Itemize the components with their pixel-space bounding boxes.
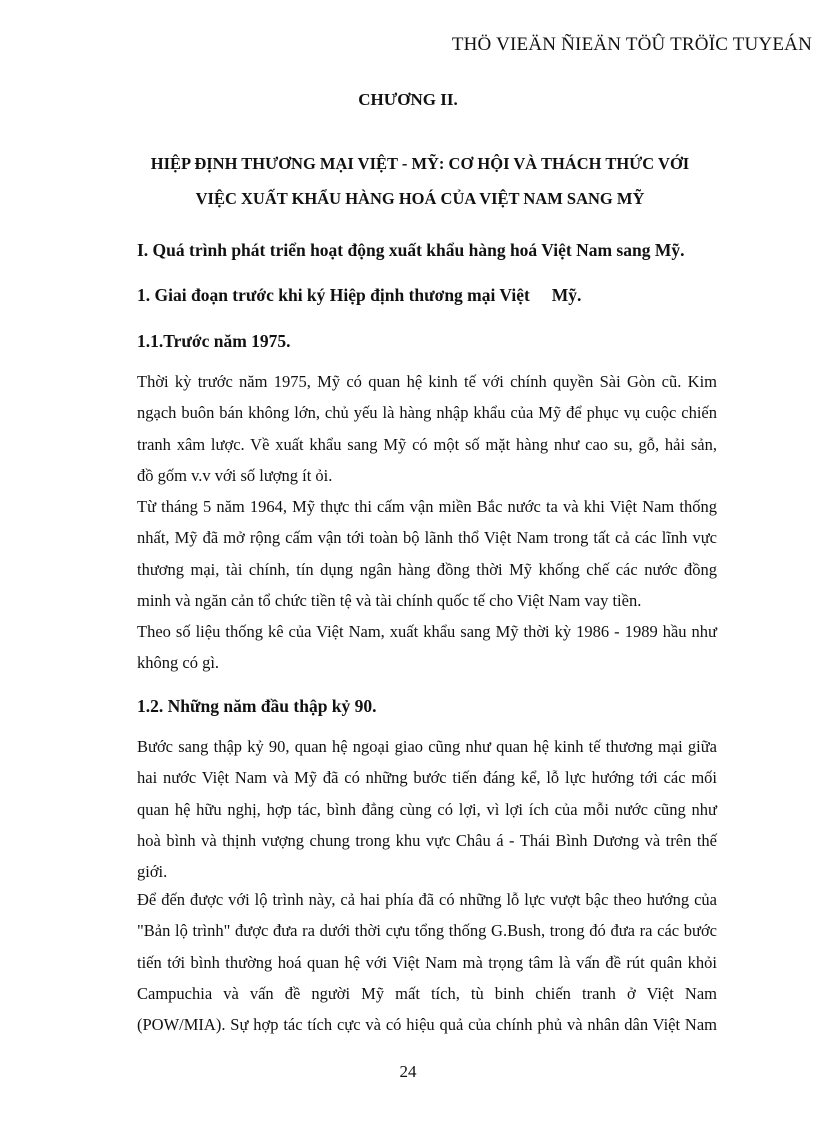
text-line: Campuchia và vấn đề người Mỹ mất tích, tù binh chiến tranh ở Việt Nam [137,983,717,1003]
chapter-title [120,146,720,216]
text-line: Bước sang thập kỷ 90, quan hệ ngoại giao cũng như quan hệ kinh tế thương mại giữa [137,737,717,756]
chapter-label: CHƯƠNG II. [358,90,458,109]
text-line: Để đến được với lộ trình này, cả hai phía đã có những lỗ lực vượt bậc theo hướng của [137,890,717,909]
text-line: thương mại, tài chính, tín dụng ngân hàng đồng thời Mỹ khống chế các nước đồng [137,559,717,579]
subsection-heading-1-2: 1.2. Những năm đầu thập kỷ 90. [137,696,377,716]
paragraph [137,616,717,679]
text-line: không có gì. [137,653,220,673]
text-line: Thời kỳ trước năm 1975, Mỹ có quan hệ kinh tế với chính quyền Sài Gòn cũ. Kim [137,372,717,391]
text-line: Theo số liệu thống kê của Việt Nam, xuất khẩu sang Mỹ thời kỳ 1986 - 1989 hầu như [137,622,717,641]
subsection-heading-1-1: 1.1.Trước năm 1975. [137,331,291,351]
section-heading: I. Quá trình phát triển hoạt động xuất khẩu hàng hoá Việt Nam sang Mỹ. [137,240,685,260]
text-line: hai nước Việt Nam và Mỹ đã có những bước tiến đáng kể, lỗ lực hướng tới các mối [137,768,717,788]
paragraph [137,731,717,887]
text-line: hoà bình và thịnh vượng chung trong khu vực Châu á - Thái Bình Dương và trên thế [137,830,717,850]
text-line: (POW/MIA). Sự hợp tác tích cực và có hiệu quả của chính phủ và nhân dân Việt Nam [137,1015,717,1035]
paragraph [137,491,717,616]
paragraph [137,366,717,491]
text-line: ngạch buôn bán không lớn, chủ yếu là hàng nhập khẩu của Mỹ để phục vụ cuộc chiến [137,403,717,423]
text-line: tiến tới bình thường hoá quan hệ với Việt Nam mà trọng tâm là vấn đề rút quân khỏi [137,952,717,972]
chapter-title-line: VIỆC XUẤT KHẨU HÀNG HOÁ CỦA VIỆT NAM SANG MỸ [195,189,645,208]
text-line: Từ tháng 5 năm 1964, Mỹ thực thi cấm vận miền Bắc nước ta và khi Việt Nam thống [137,497,717,516]
text-line: nhất, Mỹ đã mở rộng cấm vận tới toàn bộ lãnh thổ Việt Nam trong tất cả các lĩnh vực [137,528,717,548]
text-line: minh và ngăn cản tổ chức tiền tệ và tài chính quốc tế cho Việt Nam vay tiền. [137,590,642,610]
text-line: giới. [137,862,168,882]
text-line: quan hệ hữu nghị, hợp tác, bình đẳng cùng có lợi, vì lợi ích của mỗi nước cũng như [137,799,717,819]
text-line: "Bản lộ trình" được đưa ra dưới thời cựu tổng thống G.Bush, trong đó đưa ra các bước [137,921,717,941]
running-header: THÖ VIEÄN ÑIEÄN TÖÛ TRÖÏC TUYEÁN [451,34,812,55]
page-number: 24 [399,1062,417,1081]
text-line: đồ gốm v.v với số lượng ít ỏi. [137,465,333,485]
paragraph [137,884,717,1040]
chapter-title-line: HIỆP ĐỊNH THƯƠNG MẠI VIỆT - MỸ: CƠ HỘI VÀ THÁCH THỨC VỚI [150,154,690,173]
subsection-heading: 1. Giai đoạn trước khi ký Hiệp định thương mại Việt Mỹ. [137,285,582,305]
text-line: tranh xâm lược. Về xuất khẩu sang Mỹ có một số mặt hàng như cao su, gỗ, hải sản, [137,434,717,454]
